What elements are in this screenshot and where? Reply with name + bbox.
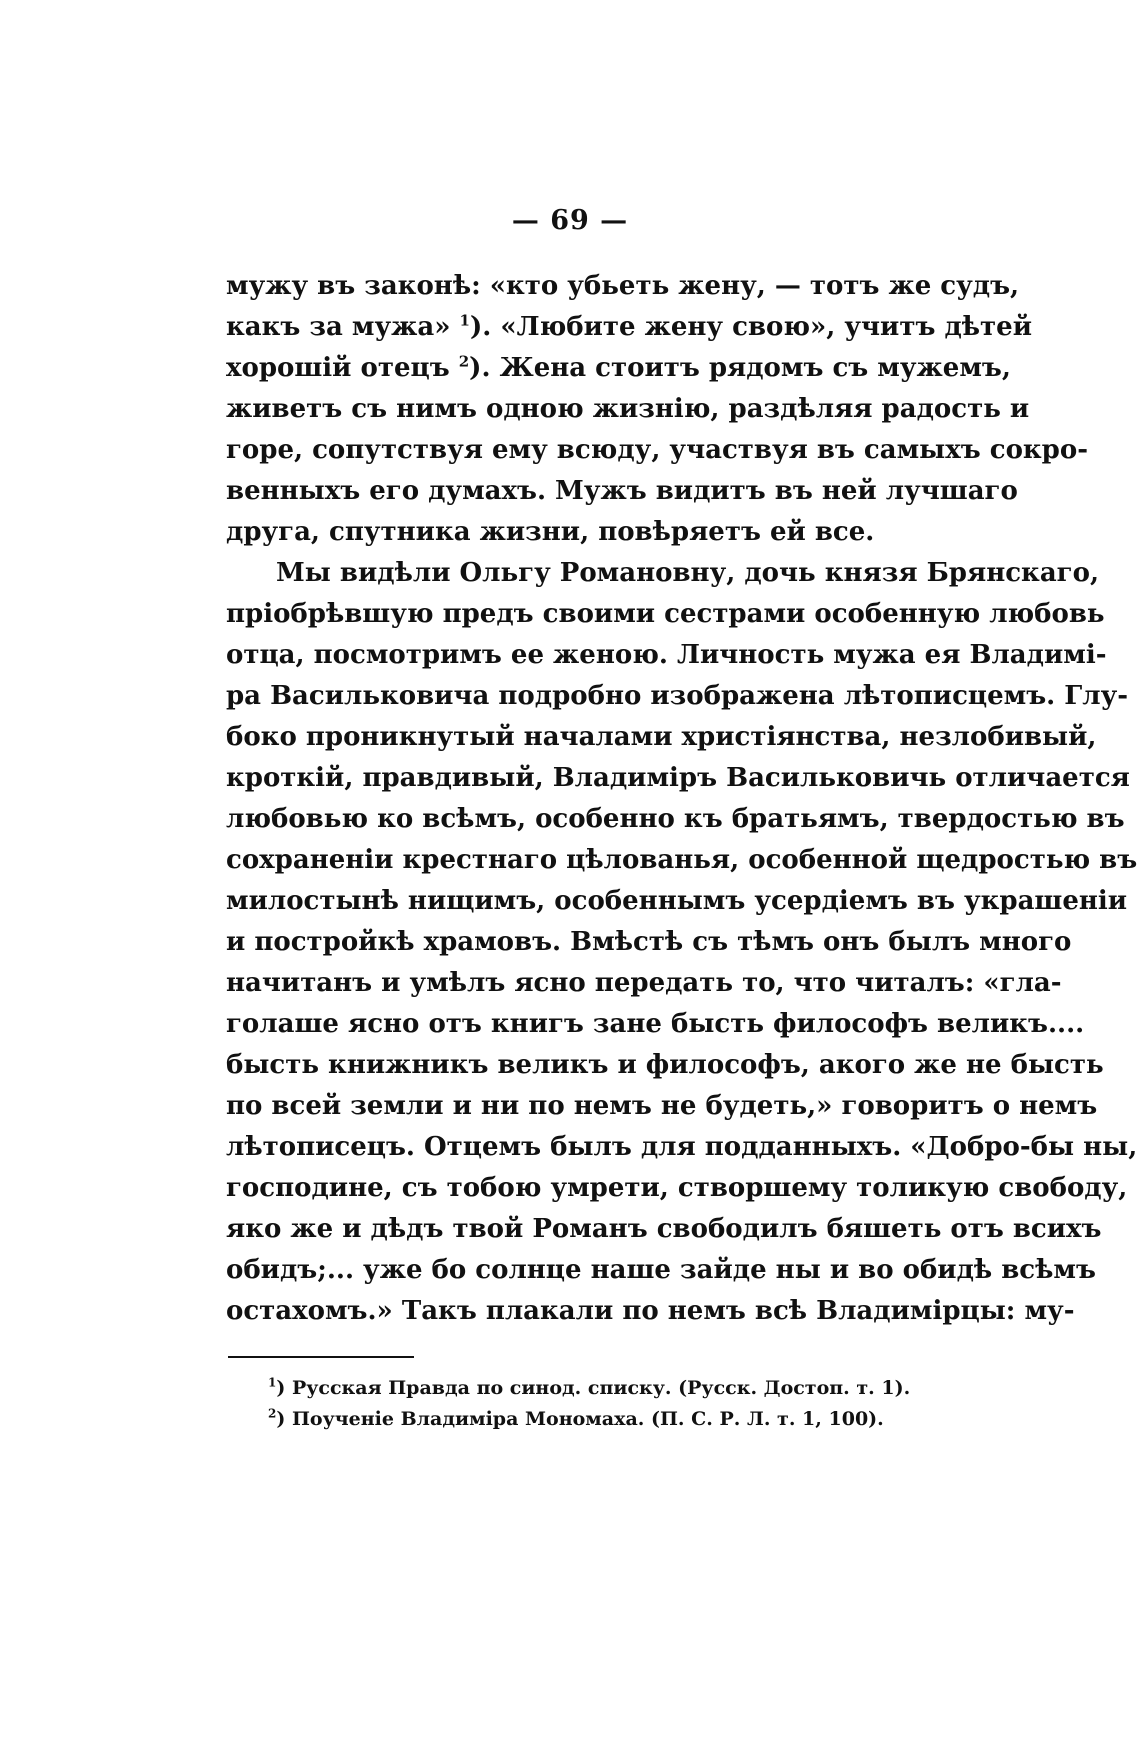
footnote: $^2$) Поученіе Владиміра Мономаха. (П. С. Р. Л. т. 1, 100). <box>268 1406 884 1430</box>
text-line: какъ за мужа» $^1$). «Любите жену свою», учитъ дѣтей <box>226 311 1032 342</box>
text-line: лѣтописецъ. Отцемъ былъ для подданныхъ. «Добро-бы ны, <box>226 1132 1138 1162</box>
footnote-marker: 2 <box>268 1406 277 1421</box>
text-line: любовью ко всѣмъ, особенно къ братьямъ, твердостью въ <box>226 804 1125 834</box>
text-line: ра Васильковича подробно изображена лѣтописцемъ. Глу- <box>226 681 1129 711</box>
footnote: $^1$) Русская Правда по синод. списку. (Русск. Достоп. т. 1). <box>268 1375 911 1399</box>
text-line: милостынѣ нищимъ, особеннымъ усердіемъ въ украшеніи <box>226 886 1128 916</box>
text-line: начитанъ и умѣлъ ясно передать то, что читалъ: «гла- <box>226 968 1062 998</box>
text-line: по всей земли и ни по немъ не будеть,» говоритъ о немъ <box>226 1091 1098 1121</box>
text-line: яко же и дѣдъ твой Романъ свободилъ бяшеть отъ всихъ <box>226 1214 1102 1244</box>
page-number: — 69 — <box>511 205 629 236</box>
body-text <box>226 266 1138 1332</box>
text-line: остахомъ.» Такъ плакали по немъ всѣ Владимірцы: му- <box>226 1296 1075 1326</box>
text-line: сохраненіи крестнаго цѣлованья, особенной щедростью въ <box>226 845 1138 875</box>
text-line: господине, съ тобою умрети, створшему толикую свободу, <box>226 1173 1128 1203</box>
text-line: голаше ясно отъ книгъ зане бысть философъ великъ.... <box>226 1009 1085 1039</box>
text-line: отца, посмотримъ ее женою. Личность мужа ея Владимі- <box>226 640 1107 670</box>
text-line: пріобрѣвшую предъ своими сестрами особенную любовь <box>226 599 1105 629</box>
footnotes <box>268 1373 911 1435</box>
text-line: венныхъ его думахъ. Мужъ видитъ въ ней лучшаго <box>226 476 1018 506</box>
text-line: обидъ;... уже бо солнце наше зайде ны и во обидѣ всѣмъ <box>226 1255 1096 1285</box>
text-line: мужу въ законѣ: «кто убьеть жену, — тотъ же судъ, <box>226 271 1020 301</box>
text-line: живетъ съ нимъ одною жизнію, раздѣляя радость и <box>226 394 1030 424</box>
text-line: бысть книжникъ великъ и философъ, акого же не бысть <box>226 1050 1104 1080</box>
text-line: хорошій отецъ $^2$). Жена стоитъ рядомъ съ мужемъ, <box>226 352 1011 383</box>
text-line: и постройкѣ храмовъ. Вмѣстѣ съ тѣмъ онъ былъ много <box>226 927 1072 957</box>
text-line: кроткій, правдивый, Владиміръ Васильковичь отличается <box>226 763 1130 793</box>
text-line: Мы видѣли Ольгу Романовну, дочь князя Брянскаго, <box>276 558 1099 588</box>
text-line: боко проникнутый началами христіянства, незлобивый, <box>226 722 1097 752</box>
footnote-divider <box>228 1356 414 1358</box>
footnote-ref: 1 <box>459 311 470 330</box>
footnote-marker: 1 <box>268 1375 277 1390</box>
footnote-ref: 2 <box>458 352 470 371</box>
text-line: друга, спутника жизни, повѣряетъ ей все. <box>226 517 875 547</box>
text-line: горе, сопутствуя ему всюду, участвуя въ самыхъ сокро- <box>226 435 1088 465</box>
